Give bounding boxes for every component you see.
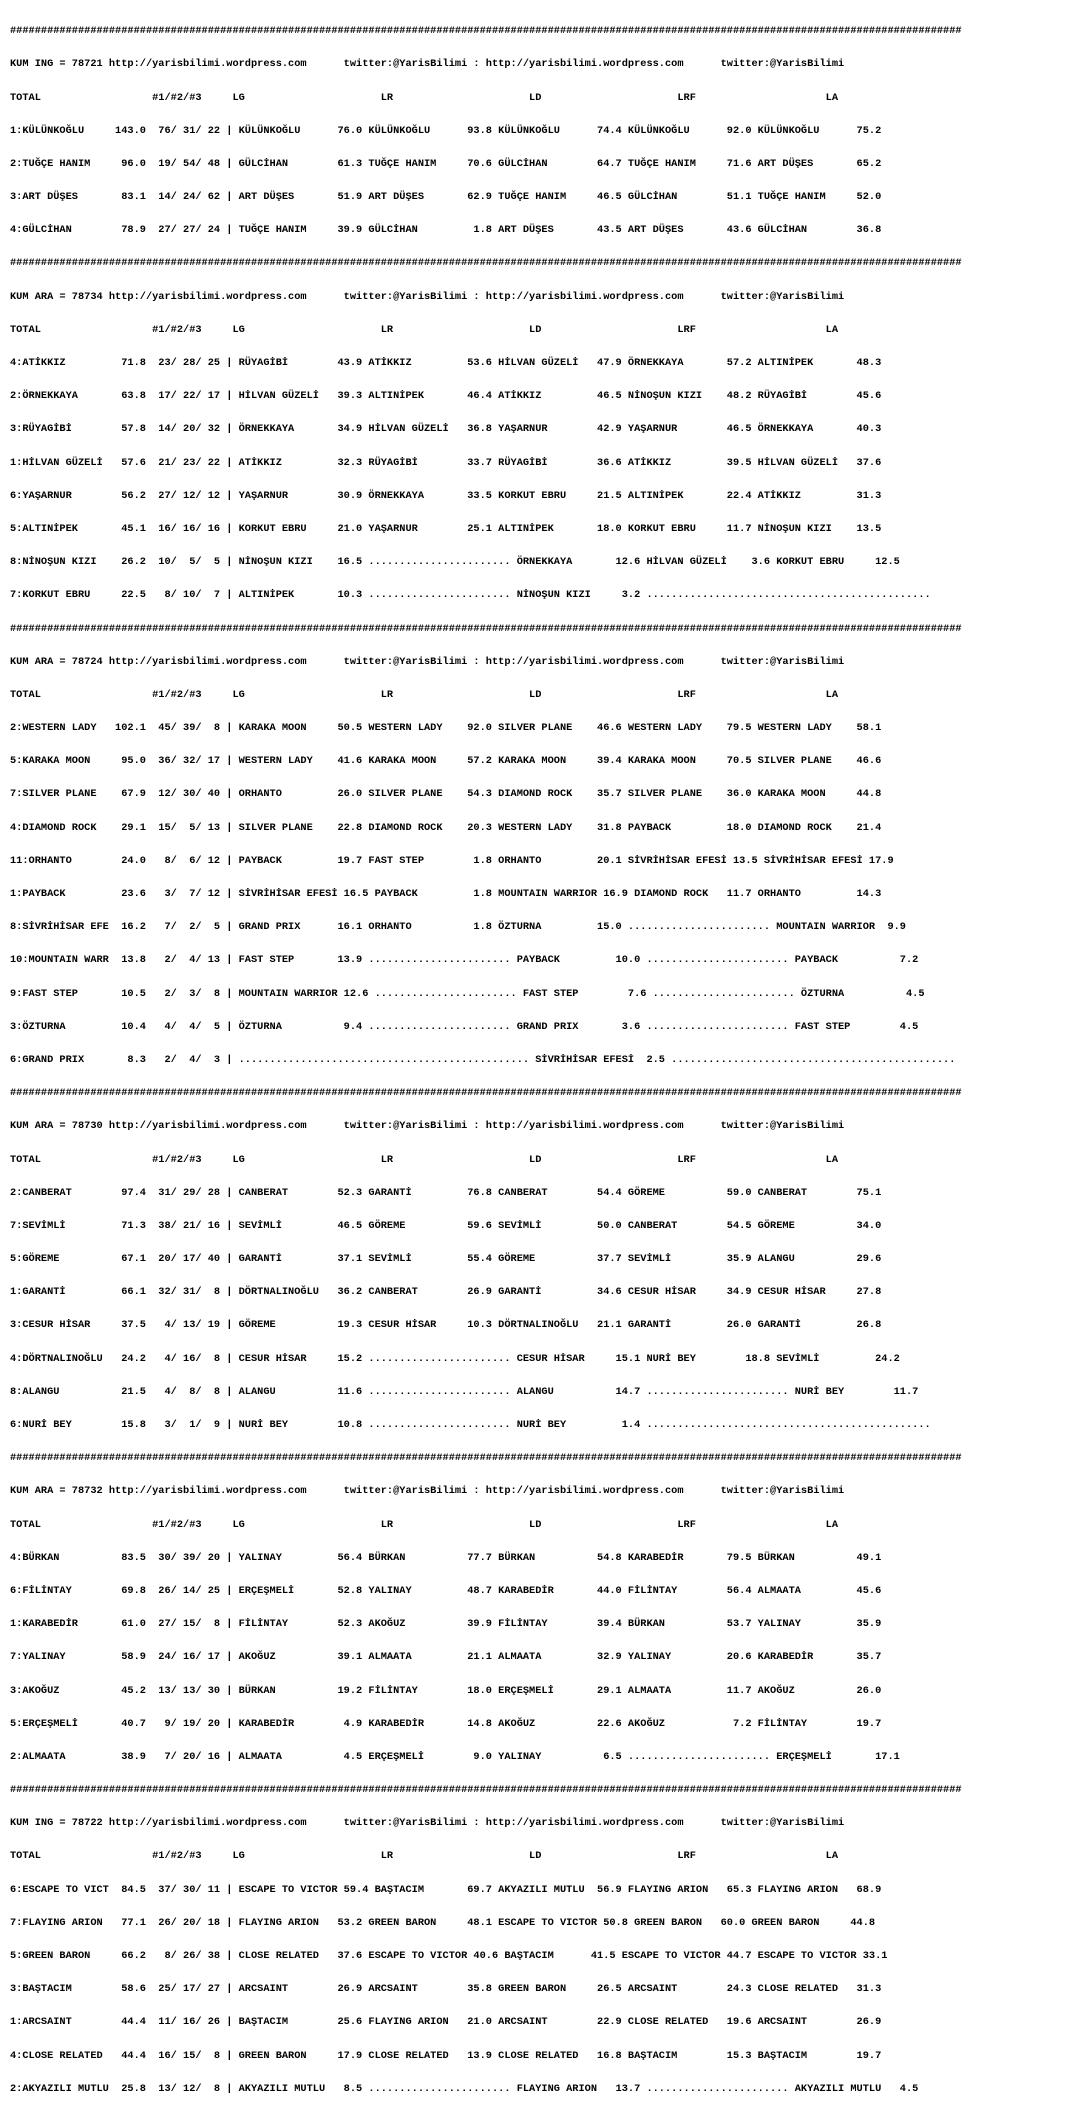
rating-row: 4:DÖRTNALINOĞLU 24.2 4/ 16/ 8 | CESUR HİSAR 15.2 ....................... CESUR HİSAR 15.1 NURİ BEY 18.8 SEVİMLİ 24.2 xyxy=(10,1352,900,1365)
rating-row: 2:WESTERN LADY 102.1 45/ 39/ 8 | KARAKA MOON 50.5 WESTERN LADY 92.0 SILVER PLANE 46.6 WESTERN LADY 79.5 WESTERN LADY 58.1 xyxy=(10,722,882,735)
column-header-line: TOTAL #1/#2/#3 LG LR LD LRF LA xyxy=(10,1153,839,1166)
rating-row: 3:CESUR HİSAR 37.5 4/ 13/ 19 | GÖREME 19.3 CESUR HİSAR 10.3 DÖRTNALINOĞLU 21.1 GARANTİ 26.0 GARANTİ 26.8 xyxy=(10,1319,882,1332)
rating-row: 7:KORKUT EBRU 22.5 8/ 10/ 7 | ALTINİPEK 10.3 ....................... NİNOŞUN KIZI 3.2 .............................................. xyxy=(10,589,931,602)
rating-row: 5:GREEN BARON 66.2 8/ 26/ 38 | CLOSE RELATED 37.6 ESCAPE TO VICTOR 40.6 BAŞTACIM 41.5 ESCAPE TO VICTOR 44.7 ESCAPE TO VICTOR 33.1 xyxy=(10,1950,888,1962)
rating-row: 10:MOUNTAIN WARR 13.8 2/ 4/ 13 | FAST STEP 13.9 ....................... PAYBACK 10.0 ....................... PAYBACK 7.2 xyxy=(10,954,919,967)
rating-row: 3:AKOĞUZ 45.2 13/ 13/ 30 | BÜRKAN 19.2 FİLİNTAY 18.0 ERÇEŞMELİ 29.1 ALMAATA 11.7 AKOĞUZ 26.0 xyxy=(10,1684,882,1697)
rating-row: 2:AKYAZILI MUTLU 25.8 13/ 12/ 8 | AKYAZILI MUTLU 8.5 ....................... FLAYING ARION 13.7 ....................... AKYAZILI MUTLU 4.5 xyxy=(10,2082,919,2095)
rating-row: 7:SEVİMLİ 71.3 38/ 21/ 16 | SEVİMLİ 46.5 GÖREME 59.6 SEVİMLİ 50.0 CANBERAT 54.5 GÖREME 34.0 xyxy=(10,1219,882,1232)
separator-line: ########################################################################################################################################################## xyxy=(10,1087,962,1100)
rating-row: 8:SİVRİHİSAR EFE 16.2 7/ 2/ 5 | GRAND PRIX 16.1 ORHANTO 1.8 ÖZTURNA 15.0 ....................... MOUNTAIN WARRIOR 9.9 xyxy=(10,921,906,934)
race-header-line: KUM ING = 78721 http://yarisbilimi.wordpress.com twitter:@YarisBilimi : http://yarisbilimi.wordpress.com twitter:@YarisBilimi xyxy=(10,58,845,71)
rating-row: 3:BAŞTACIM 58.6 25/ 17/ 27 | ARCSAINT 26.9 ARCSAINT 35.8 GREEN BARON 26.5 ARCSAINT 24.3 CLOSE RELATED 31.3 xyxy=(10,1983,882,1996)
rating-row: 7:SILVER PLANE 67.9 12/ 30/ 40 | ORHANTO 26.0 SILVER PLANE 54.3 DIAMOND ROCK 35.7 SILVER PLANE 36.0 KARAKA MOON 44.8 xyxy=(10,788,882,801)
separator-line: ########################################################################################################################################################## xyxy=(10,1452,962,1465)
rating-row: 4:DIAMOND ROCK 29.1 15/ 5/ 13 | SILVER PLANE 22.8 DIAMOND ROCK 20.3 WESTERN LADY 31.8 PAYBACK 18.0 DIAMOND ROCK 21.4 xyxy=(10,821,882,834)
rating-row: 6:NURİ BEY 15.8 3/ 1/ 9 | NURİ BEY 10.8 ....................... NURİ BEY 1.4 .............................................. xyxy=(10,1419,931,1431)
rating-row: 8:ALANGU 21.5 4/ 8/ 8 | ALANGU 11.6 ....................... ALANGU 14.7 ....................... NURİ BEY 11.7 xyxy=(10,1385,919,1398)
rating-row: 6:ESCAPE TO VICT 84.5 37/ 30/ 11 | ESCAPE TO VICTOR 59.4 BAŞTACIM 69.7 AKYAZILI MUTLU 56.9 FLAYING ARION 65.3 FLAYING ARION 68.9 xyxy=(10,1883,882,1896)
rating-row: 1:PAYBACK 23.6 3/ 7/ 12 | SİVRİHİSAR EFESİ 16.5 PAYBACK 1.8 MOUNTAIN WARRIOR 16.9 DIAMOND ROCK 11.7 ORHANTO 14.3 xyxy=(10,888,882,900)
rating-row: 11:ORHANTO 24.0 8/ 6/ 12 | PAYBACK 19.7 FAST STEP 1.8 ORHANTO 20.1 SİVRİHİSAR EFESİ 13.5 SİVRİHİSAR EFESİ 17.9 xyxy=(10,854,894,867)
separator-line: ########################################################################################################################################################## xyxy=(10,1784,962,1797)
rating-row: 3:ART DÜŞES 83.1 14/ 24/ 62 | ART DÜŞES 51.9 ART DÜŞES 62.9 TUĞÇE HANIM 46.5 GÜLCİHAN 51.1 TUĞÇE HANIM 52.0 xyxy=(10,191,882,204)
rating-row: 1:KÜLÜNKOĞLU 143.0 76/ 31/ 22 | KÜLÜNKOĞLU 76.0 KÜLÜNKOĞLU 93.8 KÜLÜNKOĞLU 74.4 KÜLÜNKOĞLU 92.0 KÜLÜNKOĞLU 75.2 xyxy=(10,124,882,137)
rating-row: 2:TUĞÇE HANIM 96.0 19/ 54/ 48 | GÜLCİHAN 61.3 TUĞÇE HANIM 70.6 GÜLCİHAN 64.7 TUĞÇE HANIM 71.6 ART DÜŞES 65.2 xyxy=(10,157,882,170)
rating-row: 4:ATİKKIZ 71.8 23/ 28/ 25 | RÜYAGİBİ 43.9 ATİKKIZ 53.6 HİLVAN GÜZELİ 47.9 ÖRNEKKAYA 57.2 ALTINİPEK 48.3 xyxy=(10,357,882,369)
rating-row: 6:GRAND PRIX 8.3 2/ 4/ 3 | ............................................... SİVRİHİSAR EFESİ 2.5 .............................................. xyxy=(10,1053,956,1066)
rating-row: 4:CLOSE RELATED 44.4 16/ 15/ 8 | GREEN BARON 17.9 CLOSE RELATED 13.9 CLOSE RELATED 16.8 BAŞTACIM 15.3 BAŞTACIM 19.7 xyxy=(10,2049,882,2062)
rating-row: 1:GARANTİ 66.1 32/ 31/ 8 | DÖRTNALINOĞLU 36.2 CANBERAT 26.9 GARANTİ 34.6 CESUR HİSAR 34.9 CESUR HİSAR 27.8 xyxy=(10,1286,882,1299)
rating-row: 3:RÜYAGİBİ 57.8 14/ 20/ 32 | ÖRNEKKAYA 34.9 HİLVAN GÜZELİ 36.8 YAŞARNUR 42.9 YAŞARNUR 46.5 ÖRNEKKAYA 40.3 xyxy=(10,423,882,436)
separator-line: ########################################################################################################################################################## xyxy=(10,25,962,38)
race-header-line: KUM ING = 78722 http://yarisbilimi.wordpress.com twitter:@YarisBilimi : http://yarisbilimi.wordpress.com twitter:@YarisBilimi xyxy=(10,1817,845,1830)
rating-row: 2:ALMAATA 38.9 7/ 20/ 16 | ALMAATA 4.5 ERÇEŞMELİ 9.0 YALINAY 6.5 ....................... ERÇEŞMELİ 17.1 xyxy=(10,1750,900,1763)
rating-row: 3:ÖZTURNA 10.4 4/ 4/ 5 | ÖZTURNA 9.4 ....................... GRAND PRIX 3.6 ....................... FAST STEP 4.5 xyxy=(10,1020,919,1033)
rating-row: 5:ALTINİPEK 45.1 16/ 16/ 16 | KORKUT EBRU 21.0 YAŞARNUR 25.1 ALTINİPEK 18.0 KORKUT EBRU 11.7 NİNOŞUN KIZI 13.5 xyxy=(10,522,882,535)
rating-row: 6:YAŞARNUR 56.2 27/ 12/ 12 | YAŞARNUR 30.9 ÖRNEKKAYA 33.5 KORKUT EBRU 21.5 ALTINİPEK 22.4 ATİKKIZ 31.3 xyxy=(10,489,882,502)
race-header-line: KUM ARA = 78732 http://yarisbilimi.wordpress.com twitter:@YarisBilimi : http://yarisbilimi.wordpress.com twitter:@YarisBilimi xyxy=(10,1485,845,1498)
column-header-line: TOTAL #1/#2/#3 LG LR LD LRF LA xyxy=(10,1850,839,1863)
column-header-line: TOTAL #1/#2/#3 LG LR LD LRF LA xyxy=(10,91,839,104)
rating-row: 9:FAST STEP 10.5 2/ 3/ 8 | MOUNTAIN WARRIOR 12.6 ....................... FAST STEP 7.6 ....................... ÖZTURNA 4.5 xyxy=(10,987,925,1000)
race-header-line: KUM ARA = 78734 http://yarisbilimi.wordpress.com twitter:@YarisBilimi : http://yarisbilimi.wordpress.com twitter:@YarisBilimi xyxy=(10,290,845,303)
column-header-line: TOTAL #1/#2/#3 LG LR LD LRF LA xyxy=(10,1518,839,1531)
rating-row: 1:KARABEDİR 61.0 27/ 15/ 8 | FİLİNTAY 52.3 AKOĞUZ 39.9 FİLİNTAY 39.4 BÜRKAN 53.7 YALINAY 35.9 xyxy=(10,1618,882,1631)
rating-row: 1:ARCSAINT 44.4 11/ 16/ 26 | BAŞTACIM 25.6 FLAYING ARION 21.0 ARCSAINT 22.9 CLOSE RELATED 19.6 ARCSAINT 26.9 xyxy=(10,2016,882,2029)
separator-line: ########################################################################################################################################################## xyxy=(10,257,962,270)
column-header-line: TOTAL #1/#2/#3 LG LR LD LRF LA xyxy=(10,688,839,701)
rating-row: 6:FİLİNTAY 69.8 26/ 14/ 25 | ERÇEŞMELİ 52.8 YALINAY 48.7 KARABEDİR 44.0 FİLİNTAY 56.4 ALMAATA 45.6 xyxy=(10,1584,882,1597)
rating-row: 5:KARAKA MOON 95.0 36/ 32/ 17 | WESTERN LADY 41.6 KARAKA MOON 57.2 KARAKA MOON 39.4 KARAKA MOON 70.5 SILVER PLANE 46.6 xyxy=(10,755,882,768)
rating-row: 7:YALINAY 58.9 24/ 16/ 17 | AKOĞUZ 39.1 ALMAATA 21.1 ALMAATA 32.9 YALINAY 20.6 KARABEDİR 35.7 xyxy=(10,1651,882,1664)
rating-row: 7:FLAYING ARION 77.1 26/ 20/ 18 | FLAYING ARION 53.2 GREEN BARON 48.1 ESCAPE TO VICTOR 50.8 GREEN BARON 60.0 GREEN BARON 44.8 xyxy=(10,1916,876,1929)
rating-row: 2:ÖRNEKKAYA 63.8 17/ 22/ 17 | HİLVAN GÜZELİ 39.3 ALTINİPEK 46.4 ATİKKIZ 46.5 NİNOŞUN KIZI 48.2 RÜYAGİBİ 45.6 xyxy=(10,390,882,403)
rating-row: 4:GÜLCİHAN 78.9 27/ 27/ 24 | TUĞÇE HANIM 39.9 GÜLCİHAN 1.8 ART DÜŞES 43.5 ART DÜŞES 43.6 GÜLCİHAN 36.8 xyxy=(10,224,882,237)
rating-row: 4:BÜRKAN 83.5 30/ 39/ 20 | YALINAY 56.4 BÜRKAN 77.7 BÜRKAN 54.8 KARABEDİR 79.5 BÜRKAN 49.1 xyxy=(10,1551,882,1564)
rating-row: 5:ERÇEŞMELİ 40.7 9/ 19/ 20 | KARABEDİR 4.9 KARABEDİR 14.8 AKOĞUZ 22.6 AKOĞUZ 7.2 FİLİNTAY 19.7 xyxy=(10,1717,882,1730)
column-header-line: TOTAL #1/#2/#3 LG LR LD LRF LA xyxy=(10,323,839,336)
rating-row: 8:NİNOŞUN KIZI 26.2 10/ 5/ 5 | NİNOŞUN KIZI 16.5 ....................... ÖRNEKKAYA 12.6 HİLVAN GÜZELİ 3.6 KORKUT EBRU 12.5 xyxy=(10,556,900,569)
race-header-line: KUM ARA = 78724 http://yarisbilimi.wordpress.com twitter:@YarisBilimi : http://yarisbilimi.wordpress.com twitter:@YarisBilimi xyxy=(10,655,845,668)
race-header-line: KUM ARA = 78730 http://yarisbilimi.wordpress.com twitter:@YarisBilimi : http://yarisbilimi.wordpress.com twitter:@YarisBilimi xyxy=(10,1120,845,1133)
rating-row: 2:CANBERAT 97.4 31/ 29/ 28 | CANBERAT 52.3 GARANTİ 76.8 CANBERAT 54.4 GÖREME 59.0 CANBERAT 75.1 xyxy=(10,1186,882,1199)
separator-line: ########################################################################################################################################################## xyxy=(10,622,962,635)
rating-row: 1:HİLVAN GÜZELİ 57.6 21/ 23/ 22 | ATİKKIZ 32.3 RÜYAGİBİ 33.7 RÜYAGİBİ 36.6 ATİKKIZ 39.5 HİLVAN GÜZELİ 37.6 xyxy=(10,456,882,469)
rating-row: 5:GÖREME 67.1 20/ 17/ 40 | GARANTİ 37.1 SEVİMLİ 55.4 GÖREME 37.7 SEVİMLİ 35.9 ALANGU 29.6 xyxy=(10,1253,882,1266)
